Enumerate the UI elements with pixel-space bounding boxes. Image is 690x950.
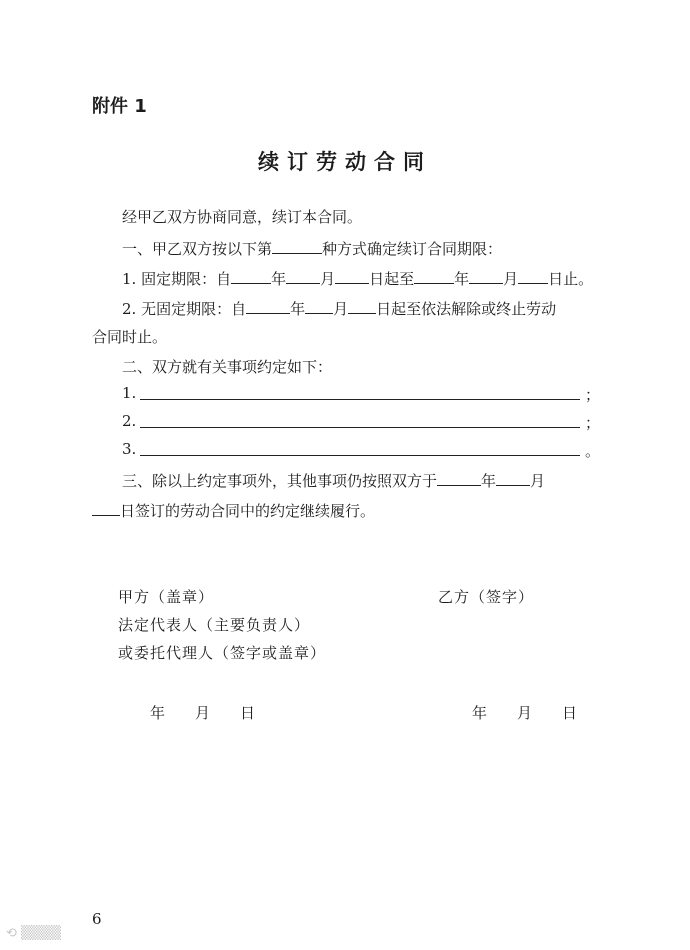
clause-3 (122, 470, 545, 491)
party-a-label: 甲方（盖章） (118, 588, 215, 606)
page-title: 续订劳动合同 (258, 150, 432, 174)
attachment-label: 附件 1 (92, 96, 147, 117)
item-1-line (140, 399, 580, 400)
clause-3-continuation (92, 500, 375, 521)
blank-fixed-day2 (518, 269, 548, 284)
clause-3-text-b: 日签订的劳动合同中的约定继续履行。 (120, 502, 376, 520)
blank-open-month (305, 299, 333, 314)
fixed-term-label: 1. 固定期限：自 (122, 270, 232, 288)
blank-fixed-month (286, 269, 320, 284)
blank-open-day (348, 299, 376, 314)
clause-3-year-label: 年 (481, 472, 497, 490)
item-1-number: 1. (122, 384, 137, 402)
watermark-logo: ⟲ ▒▒▒▒ (6, 926, 62, 941)
blank-fixed-month2 (469, 269, 503, 284)
clause-3-month-label: 月 (530, 472, 546, 490)
date-left-month: 月 (195, 704, 211, 722)
fixed-day-from-label: 日起至 (369, 270, 415, 288)
open-year-label: 年 (290, 300, 306, 318)
date-right-month: 月 (517, 704, 533, 722)
date-right-year: 年 (472, 704, 488, 722)
item-1-end: ； (585, 386, 601, 404)
date-left (150, 702, 255, 723)
fixed-day-end-label: 日止。 (548, 270, 594, 288)
item-3-end: 。 (585, 442, 601, 460)
blank-open-year (246, 299, 290, 314)
open-term-continuation: 合同时止。 (92, 328, 168, 346)
party-b-label: 乙方（签字） (438, 588, 535, 606)
agent-label: 或委托代理人（签字或盖章） (118, 644, 327, 662)
open-term-line (122, 298, 556, 319)
blank-fixed-day (335, 269, 369, 284)
blank-signed-year (437, 471, 481, 486)
fixed-month-label: 月 (320, 270, 336, 288)
open-term-label: 2. 无固定期限：自 (122, 300, 247, 318)
intro-text: 经甲乙双方协商同意，续订本合同。 (122, 208, 363, 226)
blank-fixed-year (231, 269, 271, 284)
clause-3-text-a: 三、除以上约定事项外，其他事项仍按照双方于 (122, 472, 438, 490)
blank-fixed-year2 (414, 269, 454, 284)
date-right (472, 702, 577, 723)
clause-1 (122, 238, 502, 259)
page-number: 6 (92, 910, 102, 928)
fixed-month2-label: 月 (503, 270, 519, 288)
clause-1-text-a: 一、甲乙双方按以下第 (122, 240, 273, 258)
blank-method (272, 239, 322, 254)
date-left-day: 日 (240, 704, 256, 722)
clause-2: 二、双方就有关事项约定如下： (122, 358, 333, 376)
date-right-day: 日 (562, 704, 578, 722)
item-2-line (140, 427, 580, 428)
legal-representative-label: 法定代表人（主要负责人） (118, 616, 311, 634)
blank-signed-day (92, 501, 120, 516)
fixed-year2-label: 年 (454, 270, 470, 288)
fixed-year-label: 年 (271, 270, 287, 288)
blank-signed-month (496, 471, 530, 486)
clause-1-text-b: 种方式确定续订合同期限： (322, 240, 503, 258)
fixed-term-line (122, 268, 593, 289)
item-2-end: ； (585, 414, 601, 432)
date-left-year: 年 (150, 704, 166, 722)
item-3-line (140, 455, 580, 456)
open-month-label: 月 (333, 300, 349, 318)
open-term-rest: 日起至依法解除或终止劳动 (376, 300, 557, 318)
item-3-number: 3. (122, 440, 137, 458)
item-2-number: 2. (122, 412, 137, 430)
